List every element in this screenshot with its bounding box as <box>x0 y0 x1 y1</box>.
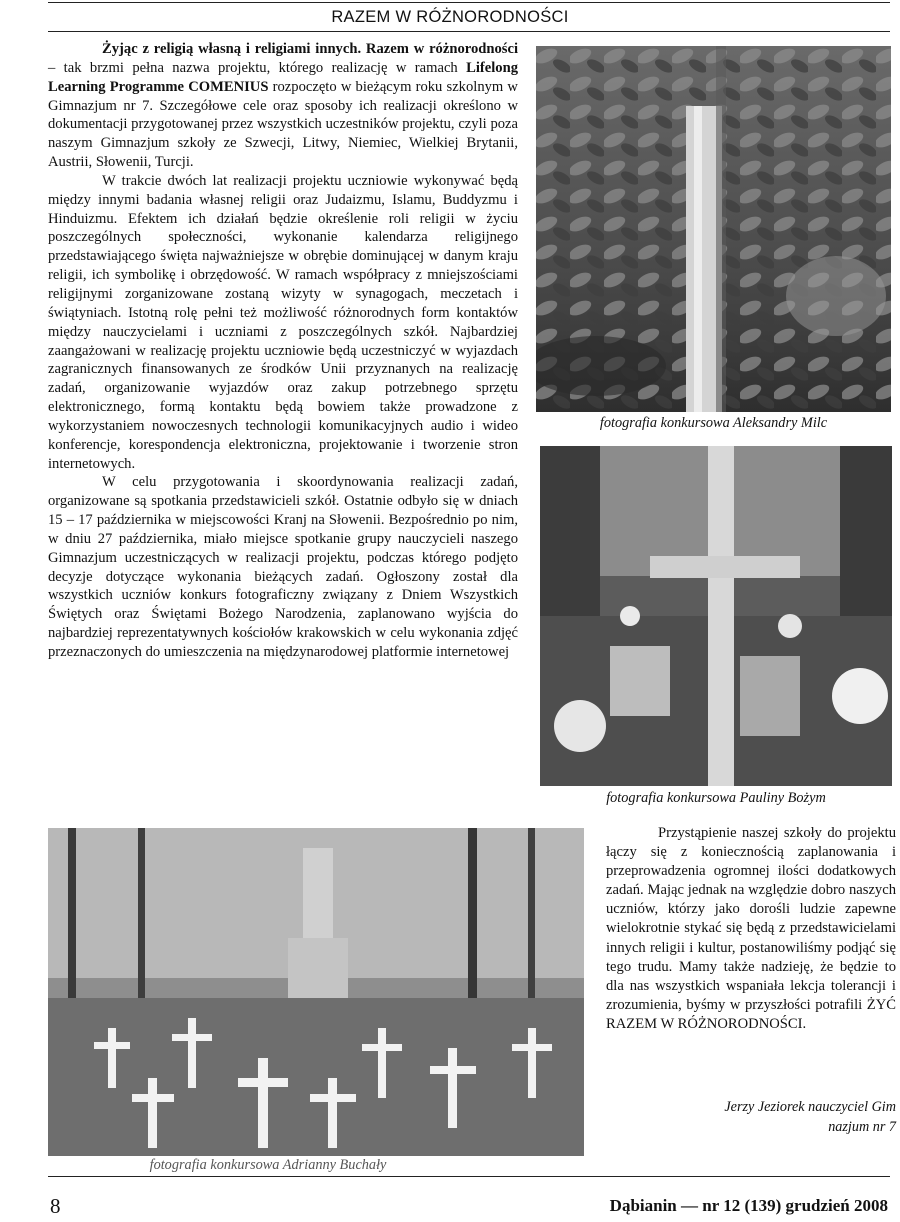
photo-war-cemetery <box>48 828 584 1156</box>
running-head: RAZEM W RÓŻNORODNOŚCI <box>331 8 569 26</box>
caption-photo-3: fotografia konkursowa Adrianny Buchały <box>149 1157 387 1173</box>
signature-line-1: Jerzy Jeziorek nauczyciel Gim <box>724 1099 896 1115</box>
page-number: 8 <box>50 1194 61 1218</box>
paragraph-4: Przystąpienie naszej szkoły do projektu łączy się z koniecznością zaplanowania i przeprowadzenia ogromnej ilości dodatkowych zadań. Mając jednak na względzie dobro naszych uczniów, którzy jako dorośli ludzie zapewne wielokrotnie stykać się będą z przedstawicielami innych religii i kultur, postanowiliśmy podjąć się tego trudu. Mamy także nadzieję, że będzie to dla nas wszystkich wspaniała lekcja tolerancji i zrozumienia, byśmy w przyszłości potrafili ŻYĆ RAZEM W RÓŻNORODNOŚCI. <box>606 825 896 1032</box>
lead-bold: Żyjąc z religią własną i religiami innych. Razem w różnorodności <box>102 41 518 57</box>
photo-leaves-birch <box>536 46 891 412</box>
p1-text-b: rozpoczęto w bieżącym roku szkolnym w Gimnazjum nr 7. Szczegółowe cele oraz sposoby ich realizacji określono w dokumentacji przygotowanej przez wszystkich uczestników projektu, czyli poza naszym Gimnazjum szkoły ze Szwecji, Litwy, Niemiec, Wielkiej Brytanii, Austrii, Słowenii, Turcji. <box>48 78 518 171</box>
photo-cemetery-cross <box>540 446 892 786</box>
footer-rule <box>48 1176 890 1177</box>
footer-publication: Dąbianin — nr 12 (139) grudzień 2008 <box>609 1196 888 1215</box>
paragraph-1 <box>48 40 518 172</box>
article-right-column <box>606 824 896 1034</box>
signature-line-2: nazjum nr 7 <box>828 1118 896 1135</box>
paragraph-2: W trakcie dwóch lat realizacji projektu uczniowie wykonywać będą między innymi badania własnej religii oraz Judaizmu, Islamu, Buddyzmu i Hinduizmu. Efektem ich działań będzie określenie roli religii w życiu poszczególnych społeczności, wykonanie kalendarza religijnego przedstawiającego święta najważniejsze w obrębie dominującej w danym kraju religii, ich symbolikę i obrzędowość. W ramach współpracy z mniejszościami religijnymi zorganizowane zostaną wizyty w synagogach, meczetach i świątyniach. Istotną rolę pełni też możliwość różnorodnych form kontaktów między nauczycielami i uczniami z poszczególnych szkół. Najbardziej zaangażowani w realizację projektu uczniowie będą uczestniczyć w wyjazdach zagranicznych finansowanych ze środków Unii przyznanych na realizację zadań, organizowanie wyjazdów oraz zakup potrzebnego sprzętu elektronicznego, formą kontaktu będą bowiem także prowadzone z wykorzystaniem nowoczesnych technologii komunikacyjnych audio i wideo konferencje, korespondencja elektroniczna, projektowanie i tworzenie stron internetowych. <box>48 172 518 472</box>
top-rule <box>48 2 890 3</box>
caption-photo-2: fotografia konkursowa Pauliny Bożym <box>606 790 826 806</box>
author-signature <box>606 1098 896 1137</box>
p1-text-a: – tak brzmi pełna nazwa projektu, którego realizację w ramach <box>48 59 467 76</box>
header-rule <box>48 31 890 32</box>
paragraph-3: W celu przygotowania i skoordynowania realizacji zadań, organizowane są spotkania przedstawicieli szkół. Ostatnie odbyło się w dniach 15 – 17 października w miejscowości Kranj na Słowenii. Bezpośrednio po nim, w dniu 27 października, miało miejsce spotkanie grupy nauczycieli naszego Gimnazjum uczestniczących w realizacji projektu, podczas którego podjęto decyzje dotyczące wykonania bieżących zadań. Ogłoszony został dla wszystkich uczniów konkurs fotograficzny związany z Dniem Wszystkich Świętych oraz Świętami Bożego Narodzenia, zaplanowano wyjścia do najbardziej reprezentatywnych kościołów krakowskich w celu wykonania zdjęć przeznaczonych do umieszczenia na międzynarodowej platformie internetowej <box>48 474 518 660</box>
program-name: Lifelong Learning Programme COMENIUS <box>48 59 518 95</box>
caption-photo-1: fotografia konkursowa Aleksandry Milc <box>599 415 828 431</box>
article-left-column <box>48 40 518 662</box>
